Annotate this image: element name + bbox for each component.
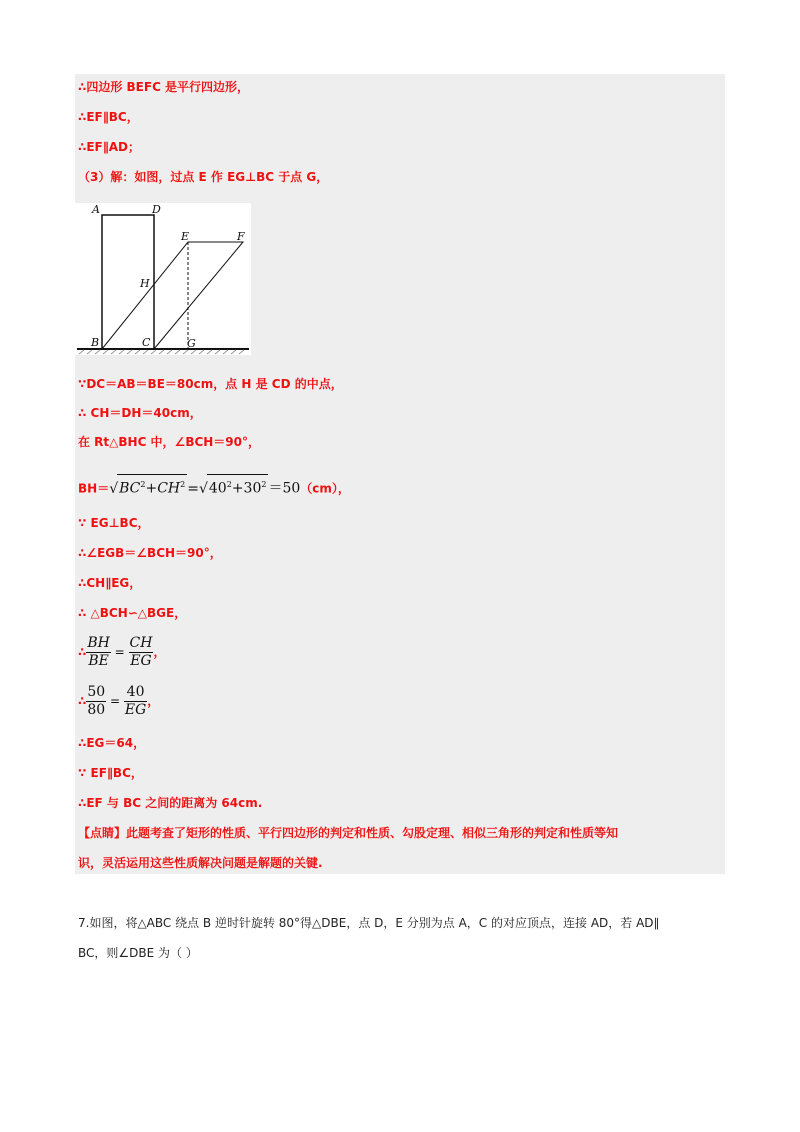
solution-line: ∴EF∥BC， (78, 110, 139, 124)
question-7-line: BC，则∠DBE 为（ ） (78, 946, 198, 960)
label-d: D (152, 203, 161, 216)
solution-line: ∴EF∥AD； (78, 140, 140, 154)
label-g: G (187, 337, 196, 350)
pythagorean-formula: $BH=√BC^2+CH^2 =√40^2+30^2 =50(cm)$， (78, 474, 350, 499)
label-c: C (142, 336, 151, 349)
bh-value: ＝50 (268, 480, 301, 497)
comment-line: 识，灵活运用这些性质解决问题是解题的关键. (78, 856, 323, 870)
label-h: H (140, 277, 150, 290)
solution-line: ∴EG＝64， (78, 736, 146, 750)
solution-line: ∵ EF∥BC， (78, 766, 143, 780)
solution-line: ∴EF 与 BC 之间的距离为 64cm. (78, 796, 263, 810)
solution-line: ∴四边形 BEFC 是平行四边形， (78, 80, 250, 94)
solution-line: ∴CH∥EG， (78, 576, 142, 590)
solution-line: 在 Rt△BHC 中，∠BCH＝90°， (78, 435, 261, 449)
question-7-line: 7.如图，将△ABC 绕点 B 逆时针旋转 80°得△DBE，点 D，E 分别为点 A，C 的对应顶点，连接 AD，若 AD∥ (78, 916, 660, 930)
comment-line: 【点睛】此题考查了矩形的性质、平行四边形的判定和性质、勾股定理、相似三角形的判定和性质等知 (78, 826, 619, 840)
ratio-substitution: ∴ $\frac{50}{80}$ = $\frac{40}{EG}$ ， (78, 684, 160, 718)
label-f: F (237, 230, 245, 243)
solution-line: ∵ EG⊥BC， (78, 516, 150, 530)
label-e: E (181, 230, 190, 243)
similarity-ratio: ∴ $\frac{BH}{BE}$ = $\frac{CH}{EG}$ ， (78, 635, 166, 669)
label-a: A (92, 203, 100, 216)
solution-line: ∴∠EGB＝∠BCH＝90°， (78, 546, 222, 560)
solution-line: ∴ △BCH∽△BGE， (78, 606, 187, 620)
label-b: B (91, 336, 100, 349)
ground-hatching (79, 350, 244, 354)
solution-line: ∵DC＝AB＝BE＝80cm，点 H 是 CD 的中点， (78, 377, 343, 391)
solution-line: （3）解：如图，过点 E 作 EG⊥BC 于点 G， (78, 170, 329, 184)
bh-prefix: BH＝ (78, 481, 110, 496)
bh-unit: （cm）， (300, 481, 350, 496)
parallelogram-befc (102, 242, 243, 349)
geometry-figure (75, 203, 251, 355)
solution-line: ∴ CH＝DH＝40cm， (78, 406, 202, 420)
